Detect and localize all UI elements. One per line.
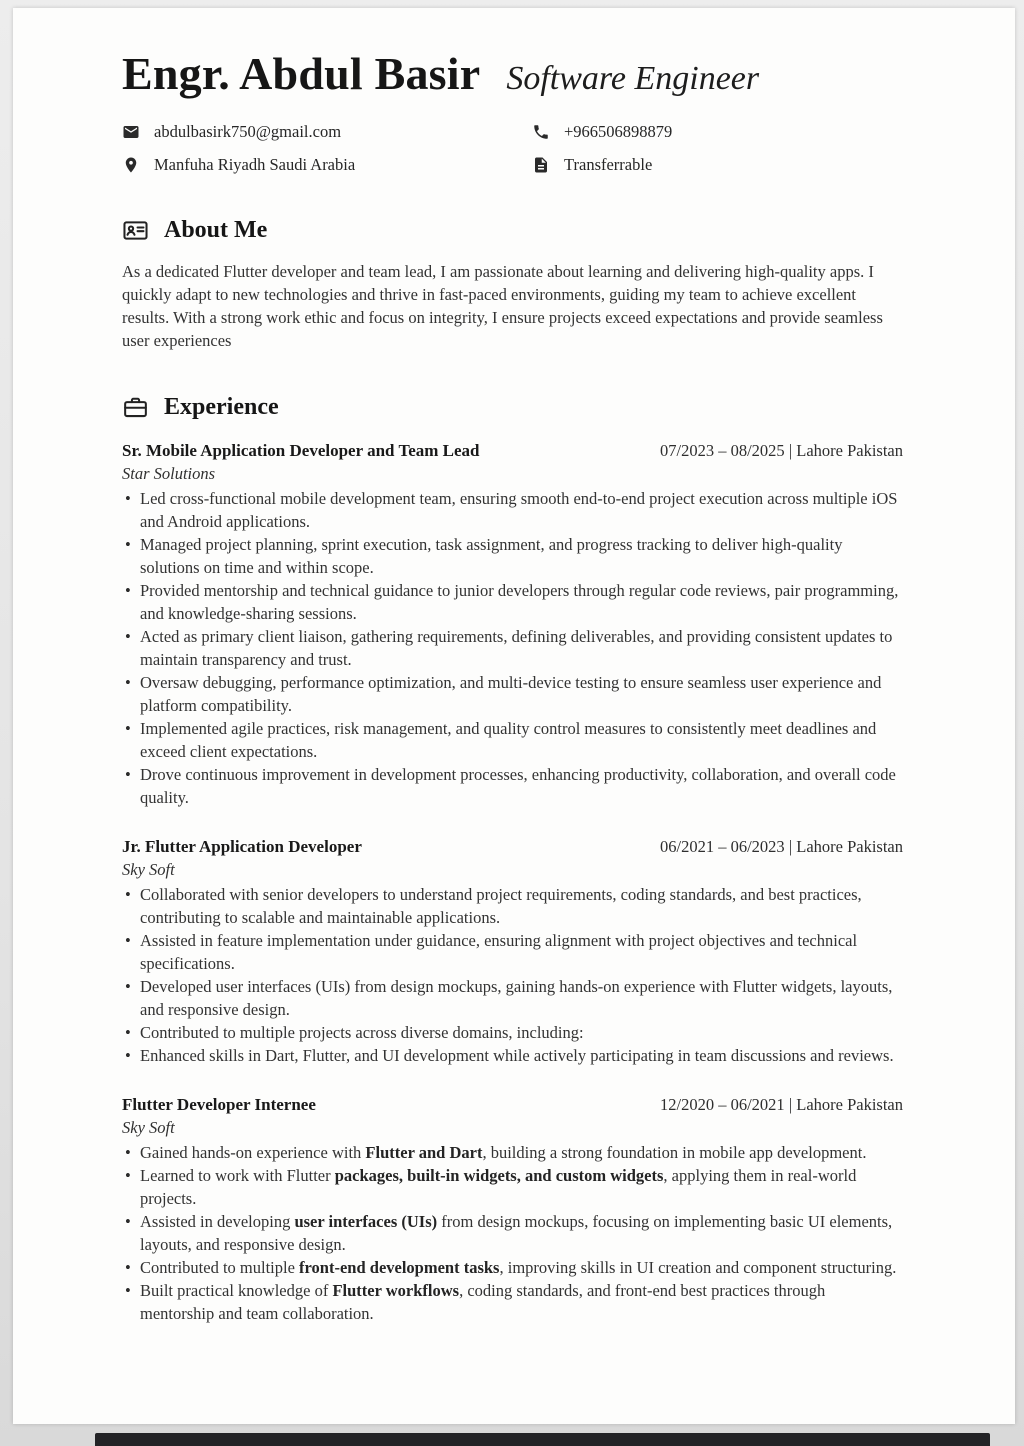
person-name: Engr. Abdul Basir <box>122 48 481 99</box>
job-bullet: • Led cross-functional mobile development team, ensuring smooth end-to-end project execution across multiple iOS and Android applications. <box>122 487 903 533</box>
contact-email-text: abdulbasirk750@gmail.com <box>154 121 342 141</box>
job-bullets <box>122 487 903 809</box>
job-company: Star Solutions <box>122 463 216 483</box>
job-bullet: • Developed user interfaces (UIs) from design mockups, gaining hands-on experience with Flutter widgets, layouts, and responsive design. <box>122 975 903 1021</box>
job-bullet: • Managed project planning, sprint execution, task assignment, and progress tracking to deliver high-quality solutions on time and within scope. <box>122 533 903 579</box>
contact-email <box>122 122 532 142</box>
experience-heading <box>122 394 903 421</box>
job-header <box>122 835 903 858</box>
job-header <box>122 1093 903 1116</box>
id-card-icon <box>122 217 149 244</box>
job-bullet: • Contributed to multiple front-end development tasks, improving skills in UI creation and component structuring. <box>122 1256 903 1279</box>
contact-iqama-text: Transferrable <box>564 154 653 174</box>
job-dates-location: 12/2020 – 06/2021 | Lahore Pakistan <box>660 1094 903 1114</box>
about-heading-text: About Me <box>164 216 268 243</box>
map-pin-icon <box>122 156 140 174</box>
experience-job <box>122 835 903 1067</box>
job-title: Flutter Developer Internee <box>122 1094 316 1114</box>
job-bullet: • Drove continuous improvement in development processes, enhancing productivity, collaboration, and overall code quality. <box>122 763 903 809</box>
job-bullet: • Assisted in developing user interfaces (UIs) from design mockups, focusing on implementing basic UI elements, layouts, and responsive design. <box>122 1210 903 1256</box>
contact-location <box>122 155 532 175</box>
job-bullet: • Assisted in feature implementation under guidance, ensuring alignment with project objectives and technical specifications. <box>122 929 903 975</box>
contact-phone <box>532 122 903 142</box>
experience-heading-text: Experience <box>164 393 279 420</box>
briefcase-icon <box>122 394 149 421</box>
job-dates-location: 06/2021 – 06/2023 | Lahore Pakistan <box>660 836 903 856</box>
job-dates-location: 07/2023 – 08/2025 | Lahore Pakistan <box>660 440 903 460</box>
job-bullet: • Oversaw debugging, performance optimization, and multi-device testing to ensure seamless user experience and platform compatibility. <box>122 671 903 717</box>
job-company: Sky Soft <box>122 1117 175 1137</box>
job-bullet: • Enhanced skills in Dart, Flutter, and UI development while actively participating in team discussions and reviews. <box>122 1044 903 1067</box>
contact-location-text: Manfuha Riyadh Saudi Arabia <box>154 154 356 174</box>
about-heading <box>122 217 903 244</box>
experience-section <box>122 394 903 1325</box>
job-bullet: • Learned to work with Flutter packages, built-in widgets, and custom widgets, applying them in real-world projects. <box>122 1164 903 1210</box>
job-bullet: • Acted as primary client liaison, gathering requirements, defining deliverables, and providing consistent updates to maintain transparency and trust. <box>122 625 903 671</box>
contact-info <box>122 122 903 175</box>
jobs-list <box>122 439 903 1325</box>
job-bullet: • Contributed to multiple projects across diverse domains, including: <box>122 1021 903 1044</box>
job-company: Sky Soft <box>122 859 175 879</box>
resume-page <box>13 8 1015 1424</box>
bottom-photo-edge <box>95 1433 990 1446</box>
job-bullets <box>122 883 903 1067</box>
job-bullet: • Gained hands-on experience with Flutter and Dart, building a strong foundation in mobile app development. <box>122 1141 903 1164</box>
file-icon <box>532 156 550 174</box>
about-paragraph: As a dedicated Flutter developer and team lead, I am passionate about learning and delivering high-quality apps. I quickly adapt to new technologies and thrive in fast-paced environments, guiding my team to achieve excellent results. With a strong work ethic and focus on integrity, I ensure projects exceed expectations and provide seamless user experiences <box>122 261 883 350</box>
job-bullet: • Built practical knowledge of Flutter workflows, coding standards, and front-end best practices through mentorship and team collaboration. <box>122 1279 903 1325</box>
job-title: Sr. Mobile Application Developer and Team Lead <box>122 440 480 460</box>
job-bullet: • Implemented agile practices, risk management, and quality control measures to consistently meet deadlines and exceed client expectations. <box>122 717 903 763</box>
about-section <box>122 217 903 352</box>
job-bullet: • Provided mentorship and technical guidance to junior developers through regular code reviews, pair programming, and knowledge-sharing sessions. <box>122 579 903 625</box>
experience-job <box>122 439 903 809</box>
person-title: Software Engineer <box>506 60 760 97</box>
phone-icon <box>532 123 550 141</box>
experience-job <box>122 1093 903 1325</box>
job-title: Jr. Flutter Application Developer <box>122 836 362 856</box>
job-header <box>122 439 903 462</box>
job-bullet: • Collaborated with senior developers to understand project requirements, coding standards, and best practices, contributing to scalable and maintainable applications. <box>122 883 903 929</box>
job-bullets <box>122 1141 903 1325</box>
envelope-icon <box>122 123 140 141</box>
contact-iqama-status <box>532 155 903 175</box>
resume-header <box>122 48 903 100</box>
contact-phone-text: +966506898879 <box>564 121 673 141</box>
